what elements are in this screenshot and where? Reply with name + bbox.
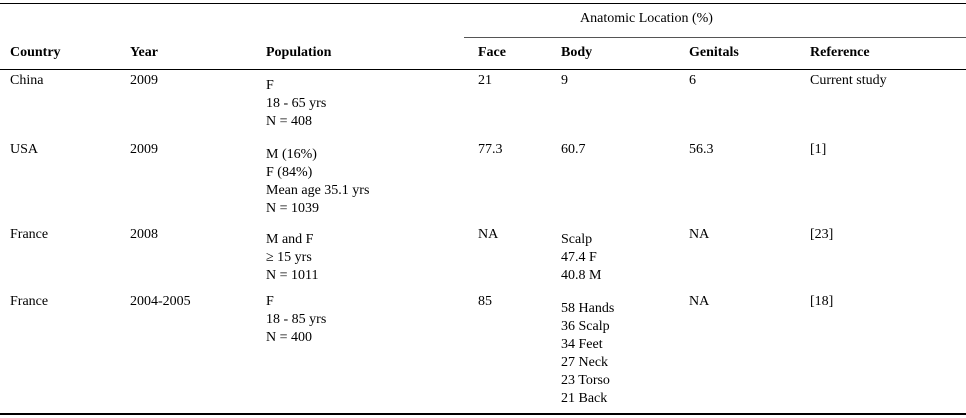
body-line: 60.7 (561, 142, 586, 157)
anatomic-location-header: Anatomic Location (%) (580, 11, 713, 26)
cell-reference: Current study (810, 73, 887, 88)
cell-body (561, 72, 568, 90)
cell-reference: [18] (810, 294, 834, 309)
population-line: F (266, 294, 274, 309)
cell-face: 21 (478, 73, 492, 88)
population-line: 18 - 85 yrs (266, 312, 327, 327)
body-line: 47.4 F (561, 250, 597, 265)
body-line: 58 Hands (561, 301, 615, 316)
cell-reference: [1] (810, 142, 827, 157)
population-line: N = 400 (266, 330, 313, 345)
population-line: F (84%) (266, 165, 313, 180)
bottom-rule (0, 413, 966, 415)
cell-population (266, 77, 326, 131)
cell-country: China (10, 73, 44, 88)
cell-genitals: NA (689, 294, 710, 309)
col-header-country: Country (10, 45, 61, 60)
population-line: M (16%) (266, 147, 317, 162)
cell-genitals: 6 (689, 73, 696, 88)
cell-body (561, 300, 614, 408)
cell-population (266, 231, 319, 285)
cell-country: USA (10, 142, 39, 157)
population-line: N = 1011 (266, 268, 319, 283)
top-rule (0, 3, 966, 4)
cell-genitals: NA (689, 227, 710, 242)
cell-face: 77.3 (478, 142, 503, 157)
cell-reference: [23] (810, 227, 834, 242)
cell-body (561, 141, 586, 159)
group-underline (464, 37, 966, 38)
cell-body (561, 231, 601, 285)
body-line: 36 Scalp (561, 319, 610, 334)
body-line: 21 Back (561, 391, 608, 406)
col-header-body: Body (561, 45, 593, 60)
col-header-genitals: Genitals (689, 45, 739, 60)
col-header-face: Face (478, 45, 506, 60)
body-line: 40.8 M (561, 268, 602, 283)
population-line: 18 - 65 yrs (266, 96, 327, 111)
body-line: 34 Feet (561, 337, 603, 352)
cell-population (266, 146, 369, 218)
population-line: M and F (266, 232, 314, 247)
header-rule (0, 69, 966, 70)
population-line: F (266, 78, 274, 93)
body-line: 27 Neck (561, 355, 609, 370)
body-line: 9 (561, 73, 568, 88)
body-line: Scalp (561, 232, 593, 247)
cell-country: France (10, 227, 49, 242)
body-line: 23 Torso (561, 373, 610, 388)
cell-year: 2004-2005 (130, 294, 191, 309)
col-header-reference: Reference (810, 45, 870, 60)
col-header-year: Year (130, 45, 158, 60)
population-line: ≥ 15 yrs (266, 250, 312, 265)
cell-country: France (10, 294, 49, 309)
cell-year: 2009 (130, 73, 158, 88)
cell-genitals: 56.3 (689, 142, 714, 157)
population-line: N = 408 (266, 114, 313, 129)
cell-year: 2008 (130, 227, 158, 242)
cell-face: NA (478, 227, 499, 242)
col-header-population: Population (266, 45, 332, 60)
cell-population (266, 293, 326, 347)
cell-face: 85 (478, 294, 492, 309)
population-line: N = 1039 (266, 201, 320, 216)
cell-year: 2009 (130, 142, 158, 157)
population-line: Mean age 35.1 yrs (266, 183, 370, 198)
